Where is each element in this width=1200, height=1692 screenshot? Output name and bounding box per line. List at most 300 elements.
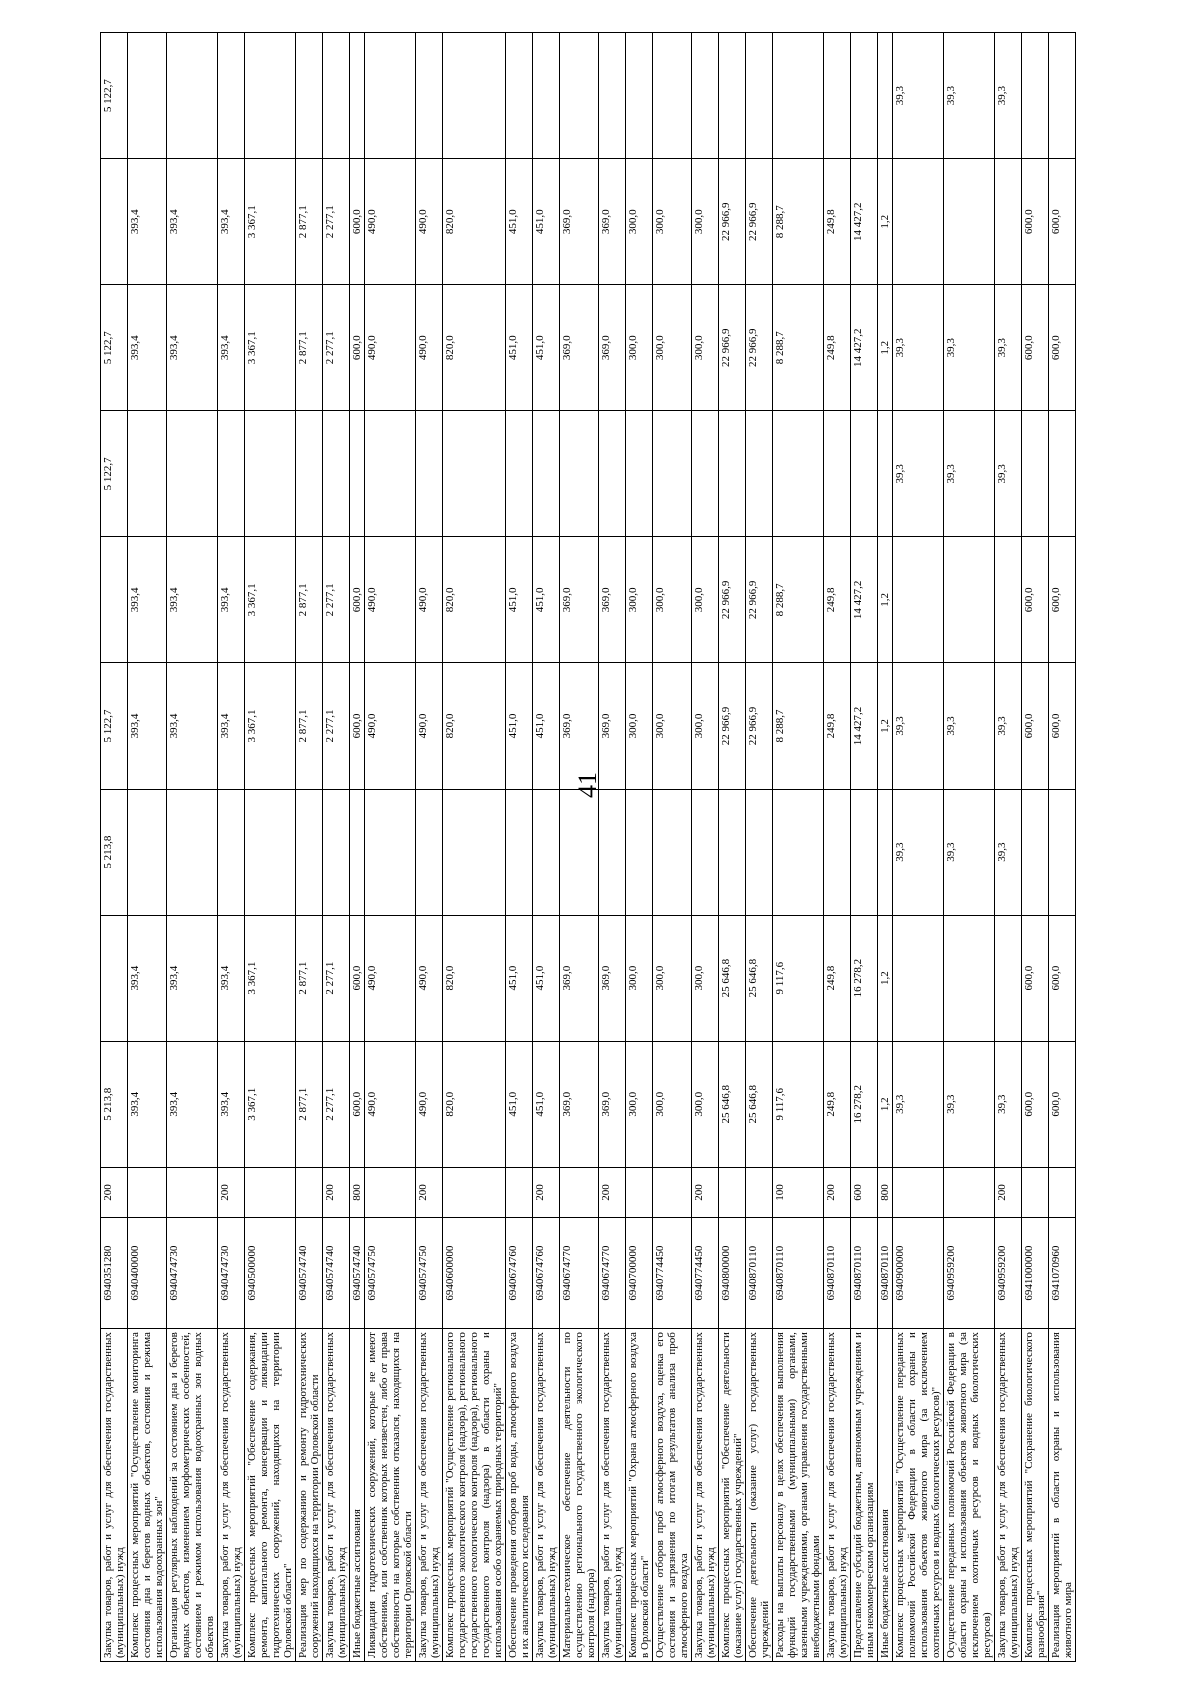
row-value-cell: 39,3 — [893, 411, 944, 537]
row-value-cell: 490,0 — [365, 915, 416, 1041]
row-vr-cell: 200 — [416, 1167, 443, 1217]
row-value-cell: 600,0 — [1022, 537, 1049, 663]
row-value-cell: 5 213,8 — [101, 789, 128, 915]
row-value-cell — [443, 411, 506, 537]
row-value-cell: 393,4 — [128, 915, 167, 1041]
row-code-cell: 6940870110 — [824, 1218, 851, 1329]
row-value-cell: 393,4 — [167, 537, 218, 663]
row-vr-cell: 200 — [599, 1167, 626, 1217]
row-value-cell: 25 646,8 — [746, 915, 773, 1041]
row-value-cell — [1022, 789, 1049, 915]
table-row — [719, 33, 746, 1662]
row-value-cell: 3 367,1 — [245, 663, 296, 789]
row-value-cell: 600,0 — [350, 915, 365, 1041]
table-row — [416, 33, 443, 1662]
row-vr-cell — [746, 1167, 773, 1217]
row-value-cell — [416, 789, 443, 915]
row-value-cell: 300,0 — [692, 537, 719, 663]
row-value-cell: 369,0 — [560, 663, 599, 789]
row-value-cell: 2 877,1 — [296, 1041, 323, 1167]
row-vr-cell — [719, 1167, 746, 1217]
row-value-cell — [560, 33, 599, 159]
row-value-cell — [101, 537, 128, 663]
table-row — [746, 33, 773, 1662]
row-value-cell: 490,0 — [416, 537, 443, 663]
table-row — [692, 33, 719, 1662]
row-value-cell — [167, 789, 218, 915]
row-name-cell: Закупка товаров, работ и услуг для обеспечения государственных (муниципальных) нужд — [599, 1329, 626, 1662]
row-value-cell — [851, 789, 878, 915]
row-code-cell: 6940700000 — [626, 1218, 653, 1329]
row-value-cell — [1022, 411, 1049, 537]
row-vr-cell — [944, 1167, 995, 1217]
row-value-cell — [128, 411, 167, 537]
row-value-cell: 490,0 — [365, 159, 416, 285]
row-value-cell — [893, 915, 944, 1041]
row-name-cell: Закупка товаров, работ и услуг для обеспечения государственных (муниципальных) нужд — [692, 1329, 719, 1662]
row-value-cell — [365, 33, 416, 159]
row-vr-cell: 200 — [533, 1167, 560, 1217]
row-value-cell: 39,3 — [995, 33, 1022, 159]
row-value-cell: 393,4 — [167, 1041, 218, 1167]
row-name-cell: Реализация мер по содержанию и ремонту гидротехнических сооружений находящихся на территории Орловской области — [296, 1329, 323, 1662]
row-value-cell: 490,0 — [416, 663, 443, 789]
row-value-cell: 9 117,6 — [773, 915, 824, 1041]
row-value-cell: 451,0 — [506, 537, 533, 663]
row-value-cell: 393,4 — [167, 915, 218, 1041]
row-value-cell: 2 877,1 — [296, 663, 323, 789]
row-value-cell: 300,0 — [626, 915, 653, 1041]
row-value-cell — [296, 33, 323, 159]
row-value-cell — [599, 411, 626, 537]
table-row — [1049, 33, 1076, 1662]
row-value-cell: 22 966,9 — [746, 663, 773, 789]
row-value-cell: 39,3 — [995, 1041, 1022, 1167]
row-vr-cell: 800 — [350, 1167, 365, 1217]
table-row — [533, 33, 560, 1662]
row-name-cell: Закупка товаров, работ и услуг для обеспечения государственных (муниципальных) нужд — [533, 1329, 560, 1662]
row-value-cell: 820,0 — [443, 1041, 506, 1167]
table-row — [824, 33, 851, 1662]
row-value-cell: 16 278,2 — [851, 1041, 878, 1167]
row-value-cell: 2 277,1 — [323, 537, 350, 663]
row-value-cell — [506, 789, 533, 915]
row-value-cell — [128, 33, 167, 159]
row-value-cell: 600,0 — [1022, 915, 1049, 1041]
row-value-cell: 300,0 — [692, 285, 719, 411]
row-value-cell: 600,0 — [350, 663, 365, 789]
row-value-cell: 22 966,9 — [719, 159, 746, 285]
row-code-cell: 6940574750 — [365, 1218, 416, 1329]
row-name-cell: Комплекс процессных мероприятий "Осуществление переданных полномочий Российской Федерации в области охраны и использования объектов животного мира (за исключением охотничьих ресурсов и водных биологических ресурсов)" — [893, 1329, 944, 1662]
row-vr-cell: 200 — [824, 1167, 851, 1217]
row-value-cell: 451,0 — [533, 1041, 560, 1167]
row-value-cell: 2 277,1 — [323, 159, 350, 285]
row-value-cell: 39,3 — [995, 663, 1022, 789]
row-value-cell: 5 122,7 — [101, 33, 128, 159]
row-value-cell: 5 122,7 — [101, 663, 128, 789]
row-value-cell — [893, 159, 944, 285]
table-row — [167, 33, 218, 1662]
row-value-cell: 820,0 — [443, 537, 506, 663]
row-value-cell: 39,3 — [893, 789, 944, 915]
row-name-cell: Комплекс процессных мероприятий "Обеспечение содержания, ремонта, капитального ремонта, консервации и ликвидации гидротехнических сооружений, находящихся на территории Орловской области" — [245, 1329, 296, 1662]
row-value-cell — [824, 411, 851, 537]
row-value-cell: 393,4 — [218, 285, 245, 411]
row-name-cell: Закупка товаров, работ и услуг для обеспечения государственных (муниципальных) нужд — [824, 1329, 851, 1662]
row-name-cell: Реализация мероприятий в области охраны и использования животного мира — [1049, 1329, 1076, 1662]
row-value-cell: 22 966,9 — [719, 537, 746, 663]
row-value-cell — [878, 789, 893, 915]
row-value-cell: 2 877,1 — [296, 285, 323, 411]
row-value-cell — [719, 33, 746, 159]
table-row — [443, 33, 506, 1662]
row-value-cell: 393,4 — [128, 159, 167, 285]
row-value-cell — [416, 33, 443, 159]
row-code-cell: 6940500000 — [245, 1218, 296, 1329]
row-value-cell: 300,0 — [653, 1041, 692, 1167]
row-code-cell: 6940900000 — [893, 1218, 944, 1329]
row-value-cell: 9 117,6 — [773, 1041, 824, 1167]
row-value-cell: 8 288,7 — [773, 537, 824, 663]
row-value-cell: 2 277,1 — [323, 663, 350, 789]
row-value-cell: 451,0 — [506, 915, 533, 1041]
table-row — [995, 33, 1022, 1662]
row-value-cell: 22 966,9 — [746, 285, 773, 411]
row-value-cell — [653, 33, 692, 159]
row-value-cell: 2 277,1 — [323, 1041, 350, 1167]
page-number: 41 — [573, 772, 602, 798]
row-value-cell: 451,0 — [533, 159, 560, 285]
row-value-cell: 600,0 — [1022, 159, 1049, 285]
row-code-cell: 6940870110 — [773, 1218, 824, 1329]
row-value-cell — [746, 411, 773, 537]
row-value-cell: 369,0 — [560, 1041, 599, 1167]
row-value-cell: 1,2 — [878, 285, 893, 411]
row-value-cell: 490,0 — [365, 537, 416, 663]
row-value-cell: 2 877,1 — [296, 915, 323, 1041]
row-value-cell: 369,0 — [599, 537, 626, 663]
row-value-cell: 249,8 — [824, 537, 851, 663]
row-value-cell — [944, 915, 995, 1041]
row-value-cell: 300,0 — [626, 663, 653, 789]
row-value-cell: 1,2 — [878, 159, 893, 285]
row-value-cell: 39,3 — [893, 663, 944, 789]
row-value-cell — [653, 789, 692, 915]
row-value-cell: 25 646,8 — [719, 915, 746, 1041]
row-value-cell — [1049, 33, 1076, 159]
row-value-cell — [719, 789, 746, 915]
row-vr-cell — [893, 1167, 944, 1217]
table-row — [506, 33, 533, 1662]
row-value-cell: 249,8 — [824, 663, 851, 789]
row-name-cell: Комплекс процессных мероприятий "Сохранение биологического разнообразия" — [1022, 1329, 1049, 1662]
row-value-cell — [365, 789, 416, 915]
row-value-cell: 393,4 — [167, 159, 218, 285]
row-name-cell: Закупка товаров, работ и услуг для обеспечения государственных (муниципальных) нужд — [416, 1329, 443, 1662]
table-row — [851, 33, 878, 1662]
row-vr-cell — [365, 1167, 416, 1217]
row-value-cell: 490,0 — [365, 1041, 416, 1167]
row-value-cell: 451,0 — [506, 285, 533, 411]
row-value-cell: 451,0 — [533, 915, 560, 1041]
row-value-cell: 1,2 — [878, 663, 893, 789]
row-value-cell: 393,4 — [218, 1041, 245, 1167]
row-code-cell: 6940574750 — [416, 1218, 443, 1329]
row-vr-cell — [128, 1167, 167, 1217]
row-value-cell: 369,0 — [599, 663, 626, 789]
row-value-cell — [128, 789, 167, 915]
row-value-cell — [245, 411, 296, 537]
row-value-cell: 600,0 — [1049, 915, 1076, 1041]
row-name-cell: Ликвидация гидротехнических сооружений, которые не имеют собственника, или собственник которых неизвестен, либо от права собственности на которые собственник отказался, находящихся на территории Орловской области — [365, 1329, 416, 1662]
row-vr-cell: 200 — [692, 1167, 719, 1217]
row-value-cell — [533, 33, 560, 159]
row-value-cell: 14 427,2 — [851, 663, 878, 789]
row-value-cell: 39,3 — [995, 411, 1022, 537]
row-code-cell: 6940600000 — [443, 1218, 506, 1329]
row-value-cell: 490,0 — [365, 663, 416, 789]
row-name-cell: Организация регулярных наблюдений за состоянием дна и берегов водных объектов, изменением морфометрических особенностей, состоянием и режимом использования водоохранных зон водных объектов — [167, 1329, 218, 1662]
row-value-cell: 820,0 — [443, 915, 506, 1041]
row-value-cell: 2 877,1 — [296, 537, 323, 663]
row-value-cell — [443, 33, 506, 159]
row-vr-cell — [653, 1167, 692, 1217]
row-vr-cell — [1022, 1167, 1049, 1217]
row-vr-cell — [560, 1167, 599, 1217]
row-value-cell: 300,0 — [626, 1041, 653, 1167]
table-row — [128, 33, 167, 1662]
row-value-cell: 14 427,2 — [851, 537, 878, 663]
row-value-cell — [350, 33, 365, 159]
row-value-cell — [692, 789, 719, 915]
row-value-cell: 39,3 — [944, 285, 995, 411]
row-value-cell: 300,0 — [692, 159, 719, 285]
row-value-cell: 369,0 — [599, 915, 626, 1041]
row-vr-cell — [167, 1167, 218, 1217]
row-value-cell: 5 122,7 — [101, 285, 128, 411]
row-value-cell: 600,0 — [350, 1041, 365, 1167]
row-value-cell: 820,0 — [443, 159, 506, 285]
row-value-cell: 451,0 — [533, 663, 560, 789]
row-value-cell — [824, 789, 851, 915]
row-value-cell: 1,2 — [878, 915, 893, 1041]
row-name-cell: Закупка товаров, работ и услуг для обеспечения государственных (муниципальных) нужд — [101, 1329, 128, 1662]
row-value-cell: 490,0 — [416, 1041, 443, 1167]
row-value-cell: 300,0 — [653, 663, 692, 789]
row-name-cell: Закупка товаров, работ и услуг для обеспечения государственных (муниципальных) нужд — [218, 1329, 245, 1662]
table-row — [653, 33, 692, 1662]
row-value-cell — [944, 159, 995, 285]
row-value-cell: 600,0 — [350, 285, 365, 411]
row-code-cell: 6940674770 — [599, 1218, 626, 1329]
row-value-cell: 369,0 — [599, 159, 626, 285]
row-value-cell: 393,4 — [128, 285, 167, 411]
row-value-cell: 8 288,7 — [773, 159, 824, 285]
row-name-cell: Комплекс процессных мероприятий "Охрана атмосферного воздуха в Орловской области" — [626, 1329, 653, 1662]
row-value-cell: 369,0 — [560, 915, 599, 1041]
row-name-cell: Материально-техническое обеспечение деятельности по осуществлению регионального государственного экологического контроля (надзора) — [560, 1329, 599, 1662]
row-value-cell: 451,0 — [533, 537, 560, 663]
row-name-cell: Расходы на выплаты персоналу в целях обеспечения выполнения функций государственными (муниципальными) органами, казенными учреждениями, органами управления государственными внебюджетными фондами — [773, 1329, 824, 1662]
row-value-cell: 600,0 — [1049, 159, 1076, 285]
row-value-cell — [944, 537, 995, 663]
row-value-cell: 25 646,8 — [746, 1041, 773, 1167]
row-vr-cell: 800 — [878, 1167, 893, 1217]
row-value-cell — [893, 537, 944, 663]
row-value-cell — [851, 33, 878, 159]
row-value-cell: 451,0 — [506, 1041, 533, 1167]
row-value-cell: 369,0 — [599, 285, 626, 411]
row-value-cell: 22 966,9 — [746, 537, 773, 663]
row-value-cell: 14 427,2 — [851, 285, 878, 411]
row-code-cell: 6940474730 — [167, 1218, 218, 1329]
row-value-cell: 22 966,9 — [746, 159, 773, 285]
budget-table — [100, 32, 1076, 1662]
row-value-cell: 600,0 — [350, 159, 365, 285]
row-value-cell: 8 288,7 — [773, 285, 824, 411]
row-value-cell: 39,3 — [995, 789, 1022, 915]
row-name-cell: Закупка товаров, работ и услуг для обеспечения государственных (муниципальных) нужд — [995, 1329, 1022, 1662]
row-value-cell: 490,0 — [416, 915, 443, 1041]
row-value-cell — [167, 411, 218, 537]
row-value-cell — [101, 159, 128, 285]
row-value-cell — [365, 411, 416, 537]
row-value-cell — [878, 411, 893, 537]
row-vr-cell: 200 — [323, 1167, 350, 1217]
row-value-cell — [167, 33, 218, 159]
row-value-cell: 300,0 — [692, 915, 719, 1041]
row-code-cell: 6941000000 — [1022, 1218, 1049, 1329]
row-value-cell: 22 966,9 — [719, 285, 746, 411]
row-value-cell: 39,3 — [893, 285, 944, 411]
row-value-cell: 393,4 — [218, 159, 245, 285]
row-value-cell: 8 288,7 — [773, 663, 824, 789]
budget-table-rotated — [100, 32, 1100, 1662]
row-value-cell: 39,3 — [944, 1041, 995, 1167]
row-value-cell: 39,3 — [944, 411, 995, 537]
row-value-cell: 600,0 — [1022, 285, 1049, 411]
row-value-cell — [533, 411, 560, 537]
row-value-cell: 1,2 — [878, 1041, 893, 1167]
row-value-cell — [773, 33, 824, 159]
row-name-cell: Комплекс процессных мероприятий "Обеспечение деятельности (оказание услуг) государственных учреждений" — [719, 1329, 746, 1662]
row-value-cell: 300,0 — [653, 915, 692, 1041]
row-value-cell — [1049, 411, 1076, 537]
table-row — [599, 33, 626, 1662]
row-name-cell: Комплекс процессных мероприятий "Осуществление регионального государственного экологического контроля (надзора), регионального государственного геологического контроля (надзора), регионального государственного контроля (надзора) в области охраны и использования особо охраняемых природных территорий" — [443, 1329, 506, 1662]
row-value-cell: 300,0 — [653, 537, 692, 663]
row-value-cell: 369,0 — [560, 285, 599, 411]
row-value-cell — [296, 411, 323, 537]
row-name-cell: Предоставление субсидий бюджетным, автономным учреждениям и иным некоммерческим организациям — [851, 1329, 878, 1662]
row-code-cell: 6940870110 — [851, 1218, 878, 1329]
table-row — [101, 33, 128, 1662]
row-value-cell: 25 646,8 — [719, 1041, 746, 1167]
row-value-cell — [323, 789, 350, 915]
row-value-cell: 600,0 — [350, 537, 365, 663]
row-value-cell — [245, 789, 296, 915]
row-value-cell — [101, 915, 128, 1041]
row-value-cell — [218, 411, 245, 537]
row-value-cell — [719, 411, 746, 537]
row-code-cell: 6940574740 — [350, 1218, 365, 1329]
row-value-cell — [350, 789, 365, 915]
table-row — [365, 33, 416, 1662]
row-value-cell — [296, 789, 323, 915]
row-name-cell: Иные бюджетные ассигнования — [878, 1329, 893, 1662]
row-value-cell: 2 277,1 — [323, 285, 350, 411]
row-value-cell: 451,0 — [506, 159, 533, 285]
row-value-cell — [653, 411, 692, 537]
row-value-cell: 820,0 — [443, 285, 506, 411]
row-value-cell: 490,0 — [416, 285, 443, 411]
row-value-cell — [626, 33, 653, 159]
row-value-cell — [506, 33, 533, 159]
row-value-cell — [599, 789, 626, 915]
table-row — [773, 33, 824, 1662]
row-value-cell: 369,0 — [599, 1041, 626, 1167]
row-value-cell — [443, 789, 506, 915]
row-value-cell — [626, 789, 653, 915]
row-value-cell: 39,3 — [995, 285, 1022, 411]
row-value-cell — [560, 411, 599, 537]
row-vr-cell: 200 — [995, 1167, 1022, 1217]
row-vr-cell: 100 — [773, 1167, 824, 1217]
row-value-cell: 39,3 — [944, 789, 995, 915]
row-value-cell: 39,3 — [893, 33, 944, 159]
row-name-cell: Обеспечение деятельности (оказание услуг) государственных учреждений — [746, 1329, 773, 1662]
row-code-cell: 6940474730 — [218, 1218, 245, 1329]
row-value-cell: 22 966,9 — [719, 663, 746, 789]
row-value-cell — [1022, 33, 1049, 159]
row-value-cell: 39,3 — [944, 663, 995, 789]
row-value-cell: 393,4 — [218, 537, 245, 663]
row-code-cell: 6940400000 — [128, 1218, 167, 1329]
row-value-cell: 249,8 — [824, 159, 851, 285]
row-value-cell: 249,8 — [824, 285, 851, 411]
row-code-cell: 6941070960 — [1049, 1218, 1076, 1329]
row-value-cell — [245, 33, 296, 159]
row-value-cell: 300,0 — [653, 159, 692, 285]
row-value-cell: 1,2 — [878, 537, 893, 663]
row-vr-cell: 200 — [101, 1167, 128, 1217]
row-code-cell: 6940674760 — [533, 1218, 560, 1329]
row-value-cell: 300,0 — [692, 663, 719, 789]
table-row — [560, 33, 599, 1662]
row-value-cell — [218, 33, 245, 159]
row-code-cell: 6940800000 — [719, 1218, 746, 1329]
row-value-cell: 249,8 — [824, 915, 851, 1041]
row-value-cell: 451,0 — [506, 663, 533, 789]
row-value-cell: 600,0 — [1049, 663, 1076, 789]
row-code-cell: 6940351280 — [101, 1218, 128, 1329]
row-value-cell: 16 278,2 — [851, 915, 878, 1041]
row-code-cell: 6940870110 — [878, 1218, 893, 1329]
row-value-cell — [995, 915, 1022, 1041]
row-value-cell — [599, 33, 626, 159]
row-vr-cell — [245, 1167, 296, 1217]
row-code-cell: 6940674770 — [560, 1218, 599, 1329]
table-row — [296, 33, 323, 1662]
row-value-cell: 3 367,1 — [245, 537, 296, 663]
row-value-cell: 300,0 — [653, 285, 692, 411]
row-name-cell: Осуществление переданных полномочий Российской Федерации в области охраны и использования объектов животного мира (за исключением охотничьих ресурсов и водных биологических ресурсов) — [944, 1329, 995, 1662]
row-value-cell: 600,0 — [1049, 285, 1076, 411]
row-value-cell: 300,0 — [626, 285, 653, 411]
row-value-cell — [218, 789, 245, 915]
row-name-cell: Осуществление отборов проб атмосферного воздуха, оценка его состояния и загрязнения по итогам результатов анализа проб атмосферного воздуха — [653, 1329, 692, 1662]
